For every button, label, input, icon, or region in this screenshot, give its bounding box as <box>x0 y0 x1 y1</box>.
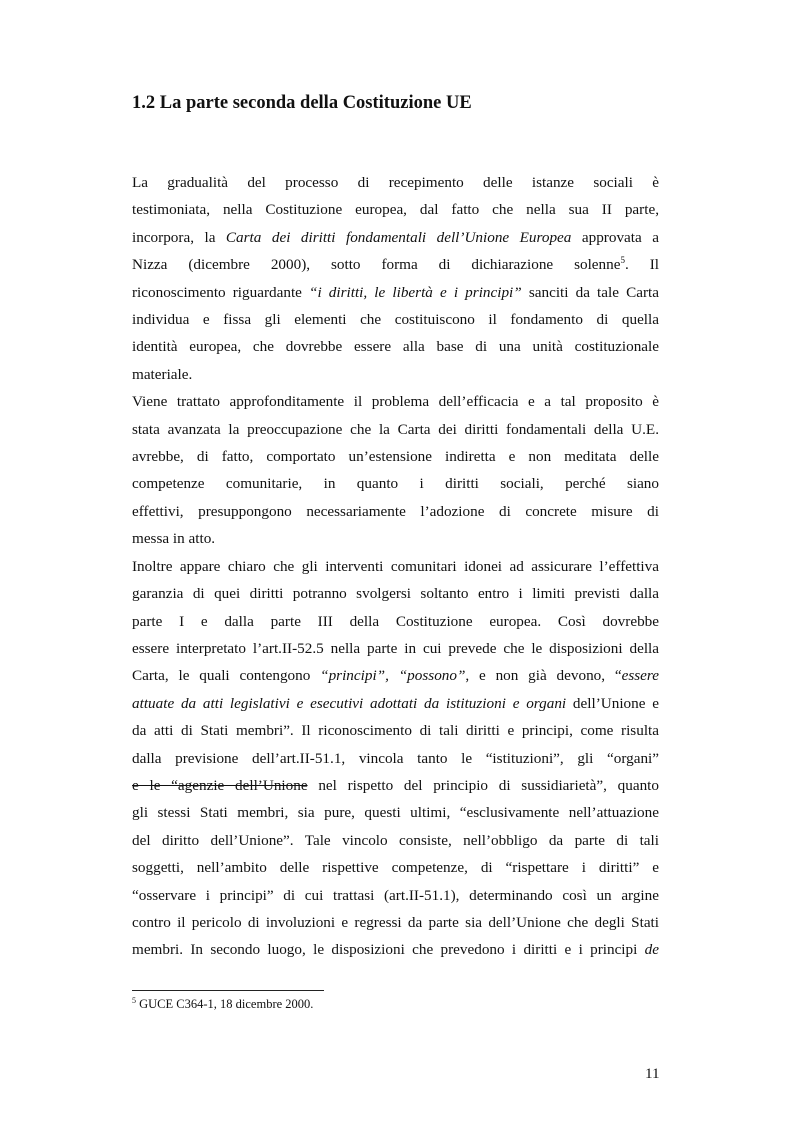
text-line: materiale. <box>132 365 193 383</box>
text-line: contro il pericolo di involuzioni e regressi da parte sia dell’Unione che degli Stati <box>132 913 659 931</box>
text-line: da atti di Stati membri”. Il riconoscimento di tali diritti e principi, come risulta <box>132 722 659 740</box>
text-line: stata avanzata la preoccupazione che la Carta dei diritti fondamentali della U.E. <box>132 420 659 438</box>
paragraph-3 <box>132 553 659 964</box>
text-line: riconoscimento riguardante “i diritti, le libertà e i principi” sanciti da tale Carta <box>132 283 659 301</box>
footnote-text: GUCE C364-1, 18 dicembre 2000. <box>136 997 314 1011</box>
text-line: Viene trattato approfonditamente il problema dell’efficacia e a tal proposito è <box>132 393 659 411</box>
page-number: 11 <box>645 1065 660 1082</box>
footnote-divider <box>132 990 324 991</box>
text-line: membri. In secondo luogo, le disposizioni che prevedono i diritti e i principi de <box>132 941 659 959</box>
text-line: del diritto dell’Unione”. Tale vincolo consiste, nell’obbligo da parte di tali <box>132 831 659 849</box>
text-line: individua e fissa gli elementi che costituiscono il fondamento di quella <box>132 311 659 329</box>
text-line: incorpora, la Carta dei diritti fondamentali dell’Unione Europea approvata a <box>132 228 659 246</box>
text-line: identità europea, che dovrebbe essere alla base di una unità costituzionale <box>132 338 659 356</box>
body-text <box>132 169 659 964</box>
footnote <box>132 997 313 1012</box>
section-heading: 1.2 La parte seconda della Costituzione UE <box>132 93 472 113</box>
text-line: Inoltre appare chiaro che gli interventi comunitari idonei ad assicurare l’effettiva <box>132 557 659 575</box>
paragraph-1 <box>132 169 659 388</box>
struck-text: e le “agenzie dell’Unione <box>132 776 308 794</box>
quoted-phrase: “i diritti, le libertà e i principi” <box>309 283 522 301</box>
text-line: avrebbe, di fatto, comportato un’estensione indiretta e non meditata delle <box>132 448 659 466</box>
text-line: effettivi, presuppongono necessariamente l’adozione di concrete misure di <box>132 502 659 520</box>
text-line: gli stessi Stati membri, sia pure, questi ultimi, “esclusivamente nell’attuazione <box>132 804 659 822</box>
text-line: essere interpretato l’art.II-52.5 nella parte in cui prevede che le disposizioni della <box>132 639 659 657</box>
text-line: La gradualità del processo di recepimento delle istanze sociali è <box>132 174 659 191</box>
text-line: parte I e dalla parte III della Costituzione europea. Così dovrebbe <box>132 612 659 630</box>
text-line: messa in atto. <box>132 530 216 548</box>
text-line: Carta, le quali contengono “principi”, “possono”, e non già devono, “essere <box>132 667 660 685</box>
text-line: e le “agenzie dell’Unione nel rispetto del principio di sussidiarietà”, quanto <box>132 776 660 794</box>
text-line: garanzia di quei diritti potranno svolgersi soltanto entro i limiti previsti dalla <box>132 585 659 603</box>
text-line: dalla previsione dell’art.II-51.1, vincola tanto le “istituzioni”, gli “organi” <box>132 749 659 767</box>
charter-title: Carta dei diritti fondamentali dell’Unione Europea <box>225 228 572 246</box>
text-line: Nizza (dicembre 2000), sotto forma di dichiarazione solenne$^5$. Il <box>132 255 659 274</box>
quoted-phrase: attuate da atti legislativi e esecutivi adottati da istituzioni e organi <box>132 694 567 712</box>
footnote-reference: 5 <box>620 255 625 266</box>
text-line: attuate da atti legislativi e esecutivi adottati da istituzioni e organi dell’Unione e <box>132 694 659 712</box>
text-line: “osservare i principi” di cui trattasi (art.II-51.1), determinando così un argine <box>132 886 659 904</box>
text-line: soggetti, nell’ambito delle rispettive competenze, di “rispettare i diritti” e <box>132 859 659 877</box>
text-line: testimoniata, nella Costituzione europea, dal fatto che nella sua II parte, <box>132 201 659 219</box>
footnote-marker: 5 <box>132 996 136 1005</box>
paragraph-2 <box>132 388 659 552</box>
text-line: competenze comunitarie, in quanto i diritti sociali, perché siano <box>132 475 659 493</box>
quoted-phrase: “principi”, “possono” <box>320 667 466 685</box>
